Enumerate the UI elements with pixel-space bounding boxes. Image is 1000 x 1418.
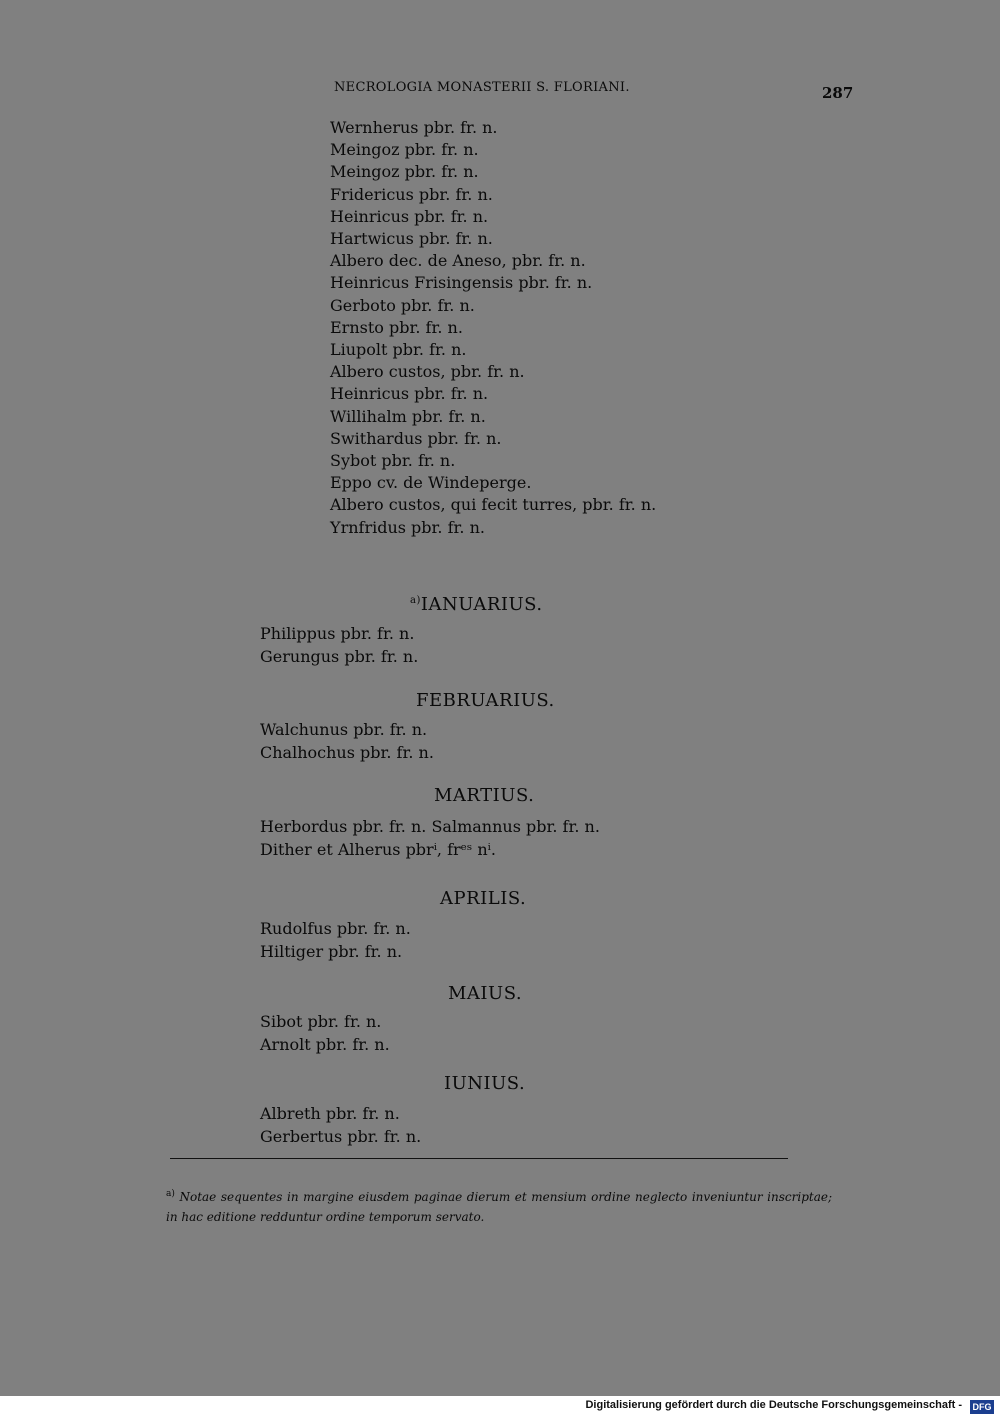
entry-name: Meingoz pbr. fr. n.	[330, 162, 479, 182]
month-entry-name: Walchunus pbr. fr. n.	[260, 720, 428, 739]
running-head: NECROLOGIA MONASTERII S. FLORIANI.	[334, 80, 630, 95]
entry-name: Heinricus Frisingensis pbr. fr. n.	[330, 273, 593, 293]
month-heading-marker: a)	[410, 595, 421, 606]
entry-name: Yrnfridus pbr. fr. n.	[330, 517, 485, 537]
month-entry-name: Gerbertus pbr. fr. n.	[260, 1127, 422, 1146]
month-entry-name: Albreth pbr. fr. n.	[260, 1104, 400, 1123]
funding-text: Digitalisierung gefördert durch die Deutsche Forschungsgemeinschaft -	[585, 1399, 962, 1411]
entry-name: Eppo cv. de Windeperge.	[330, 473, 532, 493]
entry-name: Albero custos, qui fecit turres, pbr. fr. n.	[330, 495, 657, 515]
month-entry-name: Sibot pbr. fr. n.	[260, 1012, 382, 1031]
month-entry-name: Arnolt pbr. fr. n.	[260, 1035, 390, 1054]
entry-name: Sybot pbr. fr. n.	[330, 451, 456, 470]
entry-name: Albero dec. de Aneso, pbr. fr. n.	[330, 251, 586, 271]
footnote-marker: a)	[166, 1189, 175, 1199]
footnote	[166, 1184, 832, 1227]
entry-name: Swithardus pbr. fr. n.	[330, 428, 502, 448]
month-entry-name: Dither et Alherus pbrⁱ, frᵉˢ nⁱ.	[260, 840, 496, 859]
entry-name: Hartwicus pbr. fr. n.	[330, 229, 493, 248]
month-entry-name: Philippus pbr. fr. n.	[260, 624, 415, 643]
month-heading-title: MARTIUS.	[434, 785, 535, 806]
month-entry-name: Chalhochus pbr. fr. n.	[260, 743, 434, 762]
footnote-text: Notae sequentes in margine eiusdem paginae dierum et mensium ordine neglecto inveniuntur inscriptae; in hac editione redduntur ordine temporum servato.	[166, 1190, 832, 1224]
month-heading-title: IANUARIUS.	[420, 594, 543, 615]
entry-name: Gerboto pbr. fr. n.	[330, 295, 475, 315]
month-entry-name: Rudolfus pbr. fr. n.	[260, 919, 411, 938]
entry-name: Heinricus pbr. fr. n.	[330, 384, 489, 404]
month-heading	[410, 594, 543, 615]
month-heading-title: IUNIUS.	[444, 1073, 526, 1094]
entry-name: Ernsto pbr. fr. n.	[330, 317, 463, 337]
entry-name: Heinricus pbr. fr. n.	[330, 206, 489, 226]
entry-name: Wernherus pbr. fr. n.	[330, 118, 498, 137]
entry-name: Fridericus pbr. fr. n.	[330, 184, 493, 204]
month-entry-name: Gerungus pbr. fr. n.	[260, 647, 419, 666]
entry-name: Liupolt pbr. fr. n.	[330, 340, 467, 359]
month-heading	[416, 690, 555, 711]
month-heading-title: FEBRUARIUS.	[416, 690, 555, 711]
entry-name: Willihalm pbr. fr. n.	[330, 406, 486, 426]
month-heading	[440, 888, 526, 909]
footnote-separator	[170, 1158, 788, 1159]
month-heading-title: APRILIS.	[440, 888, 527, 909]
month-heading	[434, 785, 534, 806]
entry-name: Albero custos, pbr. fr. n.	[330, 362, 525, 382]
entry-name: Meingoz pbr. fr. n.	[330, 140, 479, 160]
funding-bar	[0, 1396, 1000, 1418]
dfg-logo: DFG	[970, 1400, 994, 1414]
page-number: 287	[822, 84, 854, 102]
month-heading-title: MAIUS.	[448, 983, 523, 1004]
month-entry-name: Herbordus pbr. fr. n. Salmannus pbr. fr. n.	[260, 817, 600, 836]
month-heading	[444, 1073, 525, 1094]
month-heading	[448, 983, 522, 1004]
month-entry-name: Hiltiger pbr. fr. n.	[260, 942, 403, 961]
